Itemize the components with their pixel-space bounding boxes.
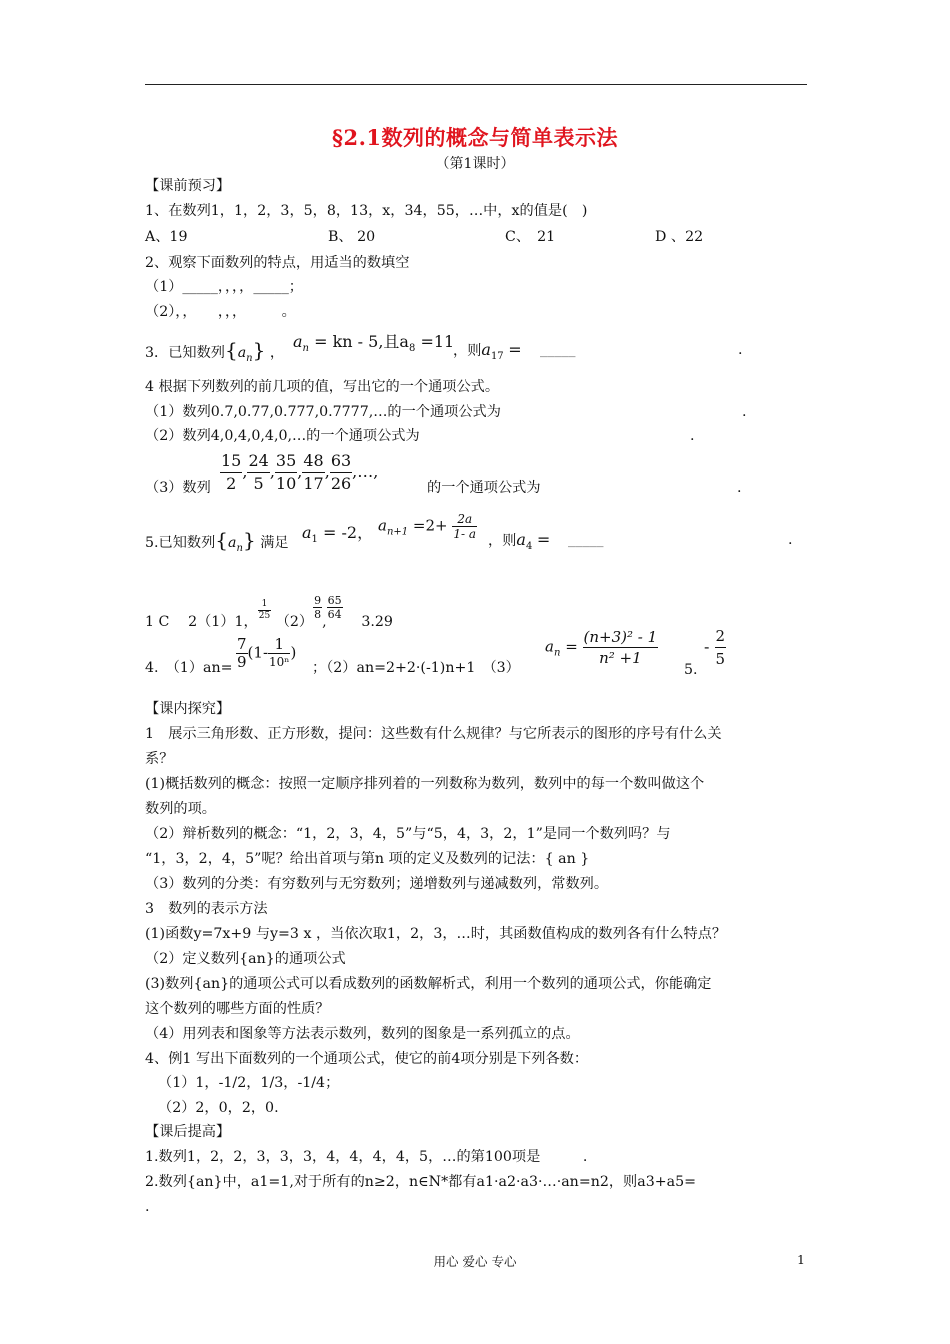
q3-then [453,340,522,367]
explore-line: （2）辩析数列的概念：“1，2，3，4，5”与“5，4，3，2，1”是同一个数列吗？与 [145,826,671,842]
frac-den: 9 [237,653,247,671]
q5-cond: 满足 [260,535,289,551]
answer-frac-n3 [583,627,659,668]
question-4: 4 根据下列数列的前几项的值，写出它的一个通项公式。 [145,379,500,395]
q4-3-prefix: （3）数列 [145,480,211,496]
q4-1-end: . [742,404,747,420]
answer-frac-2-5 [715,625,727,670]
q3-comma: ， [269,345,285,361]
frac-num: 48 [302,450,324,473]
q3-seq: a [237,345,247,361]
q3-eq: = [508,340,522,359]
question-2-part-2: （2），， ，，， 。 [145,304,296,320]
question-4-part-1: （1）数列0.7,0.77,0.777,0.7777,…的一个通项公式为 [145,404,501,420]
q5-rec-den: 1- a [453,527,477,541]
answer-frac-65-64 [327,594,343,621]
q5-a1-var: a [302,523,312,542]
fraction-comma: , [297,462,303,481]
explore-line: （3）数列的分类：有穷数列与无穷数列；递增数列与递减数列，常数列。 [145,876,609,892]
frac-den: 10 [275,474,297,493]
q4-3-fractions [220,450,378,495]
q4-3-fraction [220,450,242,495]
q1-option-b: B、 20 [328,229,376,245]
q5-rec-frac [452,512,477,541]
q4-3-fraction [330,450,352,495]
frac-den: 26 [330,474,352,493]
answers-1-text: 1 C 2（1）1， [145,614,258,630]
explore-line: 3 数列的表示方法 [145,901,268,917]
frac-den: n² +1 [599,649,642,667]
answer-frac-7-9 [236,636,248,671]
q5-end: . [788,532,793,548]
fraction-comma: , [269,462,275,481]
q5-recurrence [378,512,477,543]
q3-a17: a [481,340,491,359]
explore-line: （2）2，0，2，0. [158,1100,279,1116]
q3-end: . [738,342,743,358]
improve-line-1: 1.数列1，2，2，3，3，3，4，4，4，4，5，…的第100项是 . [145,1149,588,1165]
header-rule [145,84,807,85]
question-1: 1、在数列1，1，2，3，5，8，13，x，34，55，…中，x的值是( ) [145,203,588,219]
explore-line: 系？ [145,751,174,767]
answers-line-2-neg-frac [704,625,726,670]
q3-eq2: =11 [420,332,455,351]
frac-num: 1 [268,636,290,654]
frac-den: 2 [226,474,237,493]
answer-frac-1-25 [258,599,271,622]
q3-an: a [293,332,303,351]
answer-close: ) [290,643,297,662]
answers-line-2-formula3: $a_n$ = $\frac{\text{(n+3)² - 1}}{\text{n² +1}}$ [545,628,658,667]
q5-a4-sub: 4 [525,540,533,552]
frac-den: 25 [258,611,271,621]
q5-rec-sub: n+1 [386,526,409,538]
answer-paren: (1- [247,643,269,662]
frac-den: 5 [715,650,726,668]
explore-line: (1)概括数列的概念：按照一定顺序排列着的一列数称为数列，数列中的每一个数叫做这个 [145,776,705,792]
q1-option-d: D 、22 [655,229,704,245]
q5-then: ，则 [488,533,517,549]
q4-3-end: . [737,480,742,496]
q4-3-suffix: 的一个通项公式为 [427,480,541,496]
page-footer: 用心 爱心 专心 [433,1254,517,1269]
frac-num: 35 [275,450,297,473]
explore-line: （2）定义数列{an}的通项公式 [145,951,346,967]
frac-den: 10ⁿ [269,655,290,669]
q3-seq-sub: n [246,352,253,364]
frac-num: 2 [715,625,727,648]
q3-a17-sub: 17 [490,350,504,362]
answers-1-part2: （2） [275,614,314,630]
fraction-comma: , [242,462,248,481]
q5-a1: $a_1 = -2$， [302,523,374,546]
explore-line: （1）1，-1/2，1/3，-1/4； [158,1075,340,1091]
answers-1-part3: 3.29 [347,614,393,630]
frac-num: 63 [330,450,352,473]
section-heading-preview: 【课前预习】 [145,178,231,194]
explore-line: “1，3，2，4，5”呢？给出首项与第n 项的定义及数列的记法：{ an } [145,851,590,867]
frac-num: 9 [314,594,322,607]
explore-line: (1)函数y=7x+9 与y=3 x ，当依次取1，2，3，…时，其函数值构成的数列各有什么特点？ [145,926,727,942]
q3-formula: $a_n$ = kn - 5,且$a_8 =11$ [293,332,455,355]
frac-num: 1 [258,599,271,611]
question-3: 3．已知数列$\{a_n\}$ ， [145,338,285,364]
q4-3-fraction [275,450,297,495]
improve-line-2: 2.数列{an}中，a1=1,对于所有的n≥2，n∈N*都有a1·a2·a3·…·an=n2，则a3+a5= [145,1174,696,1190]
question-5: 5.已知数列$\{a_n\}$ 满足 [145,528,289,554]
frac-num: 7 [237,635,247,653]
answers-line-2-five: 5. [684,662,698,678]
answer-neg: - [704,637,710,656]
frac-num: 24 [247,450,269,473]
question-4-part-2: （2）数列4,0,4,0,4,0,…的一个通项公式为 [145,428,420,444]
fraction-comma: , [324,462,330,481]
q5-a4: a [516,530,526,549]
question-2: 2、观察下面数列的特点，用适当的数填空 [145,255,410,271]
frac-den: 17 [303,474,324,493]
section-heading-improve: 【课后提高】 [145,1124,231,1140]
q5-prefix: 5.已知数列 [145,535,216,551]
q1-option-c: C、 21 [505,229,556,245]
explore-line: 数列的项。 [145,801,216,817]
q4-3-fraction [302,450,324,495]
q3-prefix: 3．已知数列 [145,345,225,361]
improve-line-3: . [145,1199,150,1215]
q3-then-text: ，则 [453,343,482,359]
frac-num: 65 [327,594,342,607]
q4-2-end: . [690,428,695,444]
page-number: 1 [797,1252,805,1267]
q5-blank: _____ [568,532,604,548]
answer-eq: = [565,637,578,656]
section-heading-explore: 【课内探究】 [145,701,231,717]
q1-option-a: A、19 [145,229,188,245]
frac-num: (n+3)² - 1 [583,628,658,646]
explore-line: （4）用列表和图象等方法表示数列，数列的图象是一系列孤立的点。 [145,1026,580,1042]
page-title: §2.1数列的概念与简单表示法 [331,125,618,150]
answer-frac-1-10n [268,636,290,671]
answers-line-2-part2: ；（2）an=2+2·(-1)n+1 （3） [312,660,520,676]
frac-den: 8 [314,608,322,621]
q5-a1-val: = -2 [323,523,358,542]
q5-comma: ， [357,523,374,542]
q5-then-wrap [488,530,550,557]
answers-line-2-text: 4. （1）an= [145,660,233,676]
frac-num: 15 [220,450,242,473]
q5-rec-left: a [378,516,387,535]
q3-blank: _____ [540,342,576,358]
q5-rec-eq: =2+ [412,516,448,535]
q5-rec-num: 2a [452,512,477,527]
page-subtitle: （第1课时） [435,156,515,172]
answers-line-1: 1 C 2（1）1， $\frac{1}{25}$ （2） $\frac{9}{8}$ , $\frac{65}{64}$ 3.29 [145,594,393,630]
explore-line: 1 展示三角形数、正方形数，提问：这些数有什么规律？与它所表示的图形的序号有什么关 [145,726,722,742]
q5-eq: = [536,530,551,549]
q4-3-fraction [247,450,269,495]
fraction-ellipsis: ,…, [352,462,379,481]
explore-line: 这个数列的哪些方面的性质？ [145,1001,330,1017]
question-2-part-1: （1）_____，，，，_____； [145,279,303,295]
answer-an: a [545,637,554,656]
frac-den: 5 [253,474,264,493]
answer-frac-9-8 [313,594,322,621]
answers-line-2-formula [236,636,296,671]
frac-den: 64 [327,608,342,621]
explore-line: (3)数列{an}的通项公式可以看成数列的函数解析式，利用一个数列的通项公式，你能确定 [145,976,712,992]
q3-formula-tail: = kn - 5,且a [314,332,409,351]
explore-line: 4、例1 写出下面数列的一个通项公式，使它的前4项分别是下列各数： [145,1051,589,1067]
